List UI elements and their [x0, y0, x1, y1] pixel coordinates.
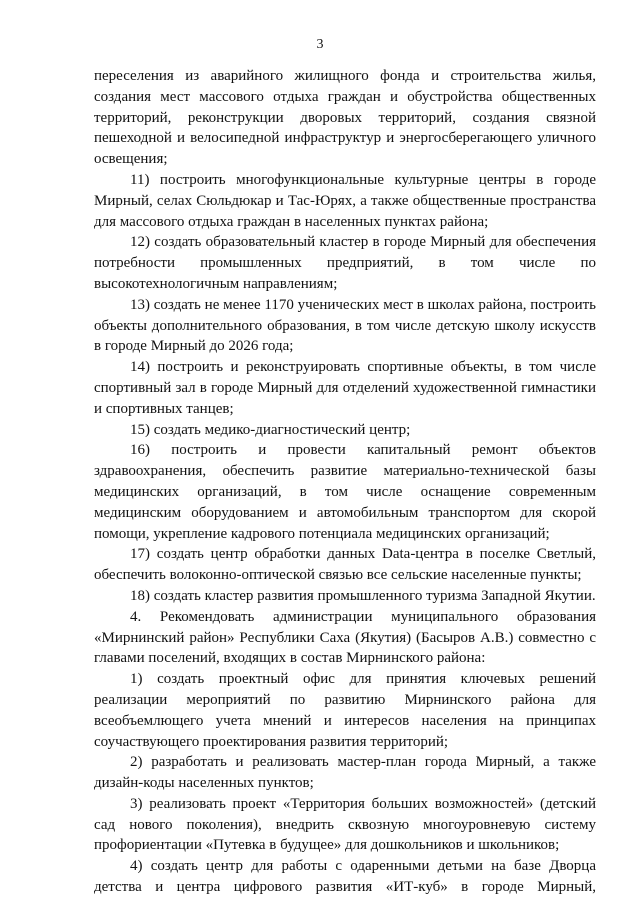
- section-4-heading: 4. Рекомендовать администрации муниципального образования «Мирнинский район» Республики Саха (Якутия) (Басыров А.В.) совместно с главами поселений, входящих в состав Мирнинского района:: [94, 608, 596, 667]
- section-4-item-2: 2) разработать и реализовать мастер-план города Мирный, а также дизайн-коды населенных пунктов;: [94, 754, 596, 792]
- document-body: [94, 66, 596, 898]
- page-number: 3: [316, 37, 324, 52]
- paragraph-continuation: переселения из аварийного жилищного фонда и строительства жилья, создания мест массового отдыха граждан и обустройства общественных территорий, реконструкции дворовых территорий, создания связной пешеходной и велосипедной инфраструктур и энергосберегающего уличного освещения;: [94, 68, 596, 168]
- list-item-16: 16) построить и провести капитальный ремонт объектов здравоохранения, обеспечить развитие материально-технической базы медицинских организаций, в том числе оснащение современным медицинским оборудованием и автомобильным транспортом для скорой помощи, укрепление кадрового потенциала медицинских организаций;: [94, 442, 596, 542]
- section-4-item-1: 1) создать проектный офис для принятия ключевых решений реализации мероприятий по развитию Мирнинского района для всеобъемлющего учета мнений и интересов населения на принципах соучаствующего проектирования развития территорий;: [94, 671, 596, 750]
- list-item-17: 17) создать центр обработки данных Data-центра в поселке Светлый, обеспечить волоконно-оптической связью все сельские населенные пункты;: [94, 546, 596, 584]
- section-4-item-3: 3) реализовать проект «Территория больших возможностей» (детский сад нового поколения), внедрить сквозную многоуровневую систему профориентации «Путевка в будущее» для дошкольников и школьников;: [94, 795, 596, 854]
- list-item-12: 12) создать образовательный кластер в городе Мирный для обеспечения потребности промышленных предприятий, в том числе по высокотехнологичным направлениям;: [94, 234, 596, 292]
- list-item-13: 13) создать не менее 1170 ученических мест в школах района, построить объекты дополнительного образования, в том числе детскую школу искусств в городе Мирный до 2026 года;: [94, 296, 596, 355]
- list-item-14: 14) построить и реконструировать спортивные объекты, в том числе спортивный зал в городе Мирный для отделений художественной гимнастики и спортивных танцев;: [94, 359, 596, 417]
- list-item-15: 15) создать медико-диагностический центр;: [130, 421, 411, 438]
- list-item-18: 18) создать кластер развития промышленного туризма Западной Якутии.: [130, 587, 596, 604]
- section-4-item-4: 4) создать центр для работы с одаренными детьми на базе Дворца детства и центра цифрового развития «ИТ-куб» в городе Мирный,: [94, 858, 596, 896]
- list-item-11: 11) построить многофункциональные культурные центры в городе Мирный, селах Сюльдюкар и Тас-Юрях, а также общественные пространства для массового отдыха граждан в населенных пунктах района;: [94, 171, 596, 230]
